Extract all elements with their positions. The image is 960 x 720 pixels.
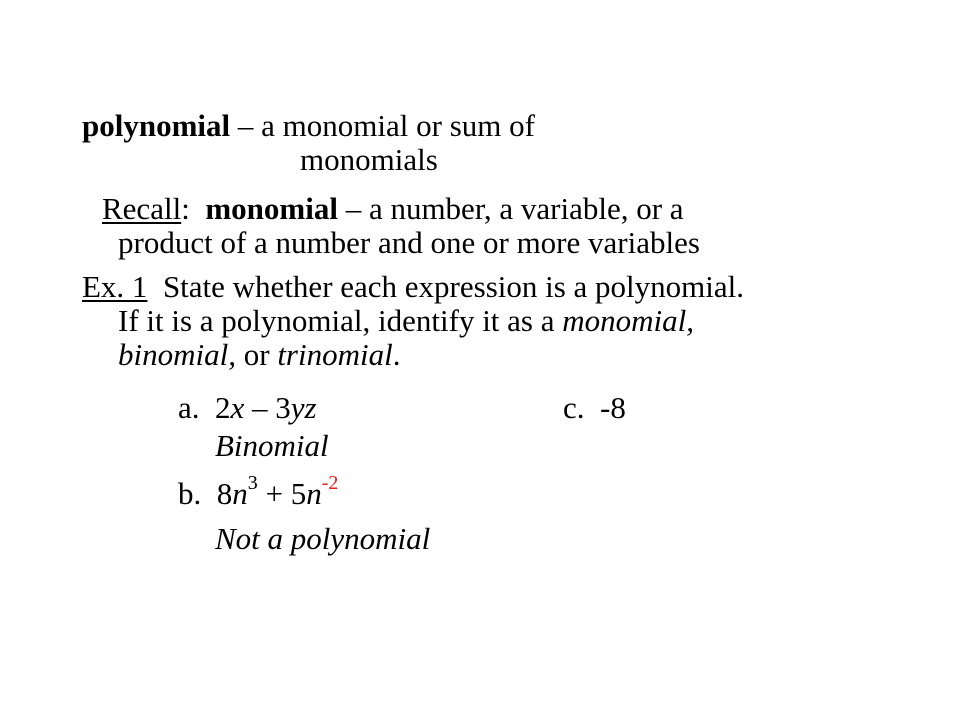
item-b-coef-1: 8	[216, 476, 233, 511]
item-a-var-2: yz	[290, 390, 317, 425]
example-line-1	[82, 271, 744, 303]
recall-text-2: product of a number and one or more variables	[118, 225, 700, 260]
recall-text-1: a number, a variable, or a	[368, 191, 684, 226]
example-line-2	[118, 305, 694, 337]
item-b-expression	[178, 471, 339, 511]
definition-text-2: monomials	[300, 142, 438, 177]
item-a-label: a.	[178, 390, 200, 425]
item-a-answer-line	[215, 430, 329, 462]
recall-label: Recall	[102, 191, 182, 226]
item-b-answer: Not a polynomial	[215, 521, 431, 556]
item-b-var-1: n	[232, 476, 248, 511]
example-label: Ex. 1	[82, 269, 148, 304]
item-c-expression	[563, 392, 626, 424]
item-a-coef-2: 3	[275, 390, 291, 425]
definition-text-1: a monomial or sum of	[261, 108, 535, 143]
item-b-var-2: n	[306, 476, 322, 511]
recall-term: monomial	[205, 191, 338, 226]
recall-line-2	[118, 227, 700, 259]
item-a-expression	[178, 392, 317, 424]
example-text-2: If it is a polynomial, identify it as a	[118, 303, 555, 338]
definition-line-1	[82, 110, 535, 142]
example-line-3	[118, 339, 400, 371]
recall-line-1	[102, 193, 684, 225]
definition-dash: –	[237, 108, 254, 143]
item-a-coef-1: 2	[215, 390, 231, 425]
example-period: .	[392, 337, 401, 372]
item-a-answer: Binomial	[215, 428, 329, 463]
item-b-exponent-2: -2	[321, 471, 339, 494]
recall-dash: –	[345, 191, 362, 226]
example-term-monomial: monomial,	[562, 303, 694, 338]
item-a-var-1: x	[230, 390, 245, 425]
item-b-coef-2: 5	[290, 476, 307, 511]
example-term-trinomial: trinomial	[277, 337, 393, 372]
item-b-label: b.	[178, 476, 202, 511]
example-or: or	[243, 337, 270, 372]
item-c-label: c.	[563, 390, 585, 425]
item-c-value: -8	[600, 390, 626, 425]
item-b-exponent-1: 3	[247, 471, 258, 494]
item-b-operator: +	[265, 476, 283, 511]
definition-line-2	[300, 144, 438, 176]
item-a-operator: –	[252, 390, 268, 425]
example-term-binomial: binomial,	[118, 337, 236, 372]
definition-term: polynomial	[82, 108, 231, 143]
recall-colon: :	[181, 191, 190, 226]
example-text-1: State whether each expression is a polynomial.	[162, 269, 745, 304]
item-b-answer-line	[215, 523, 430, 555]
